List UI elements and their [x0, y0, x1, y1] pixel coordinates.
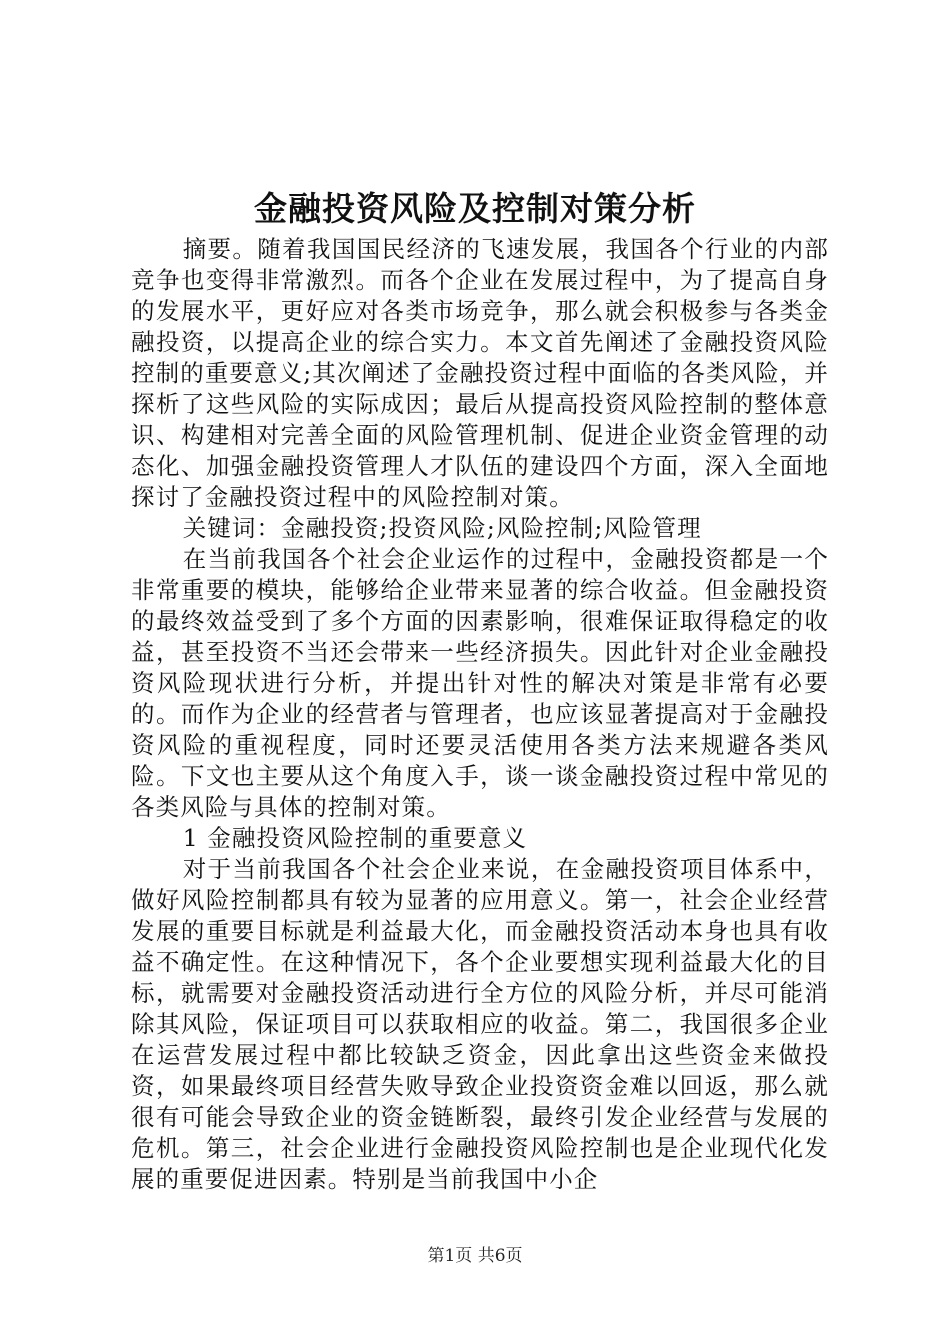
document-title: 金融投资风险及控制对策分析	[254, 189, 696, 228]
keywords-paragraph: 关键词：金融投资;投资风险;风险控制;风险管理	[182, 514, 702, 542]
abstract-paragraph: 摘要。随着我国国民经济的飞速发展，我国各个行业的内部竞争也变得非常激烈。而各个企业在发展过程中，为了提高自身的发展水平，更好应对各类市场竞争，那么就会积极参与各类金融投资，以提高企业的综合实力。本文首先阐述了金融投资风险控制的重要意义;其次阐述了金融投资过程中面临的各类风险，并探析了这些风险的实际成因；最后从提高投资风险控制的整体意识、构建相对完善全面的风险管理机制、促进企业资金管理的动态化、加强金融投资管理人才队伍的建设四个方面，深入全面地探讨了金融投资过程中的风险控制对策。	[131, 235, 829, 511]
section-heading: 1 金融投资风险控制的重要意义	[182, 824, 528, 852]
document-body	[131, 234, 829, 1195]
page-footer: 第1页 共6页	[427, 1246, 523, 1266]
section-paragraph: 对于当前我国各个社会企业来说，在金融投资项目体系中，做好风险控制都具有较为显著的应用意义。第一，社会企业经营发展的重要目标就是利益最大化，而金融投资活动本身也具有收益不确定性。在这种情况下，各个企业要想实现利益最大化的目标，就需要对金融投资活动进行全方位的风险分析，并尽可能消除其风险，保证项目可以获取相应的收益。第二，我国很多企业在运营发展过程中都比较缺乏资金，因此拿出这些资金来做投资，如果最终项目经营失败导致企业投资资金难以回返，那么就很有可能会导致企业的资金链断裂，最终引发企业经营与发展的危机。第三，社会企业进行金融投资风险控制也是企业现代化发展的重要促进因素。特别是当前我国中小企	[131, 855, 829, 1193]
intro-paragraph: 在当前我国各个社会企业运作的过程中，金融投资都是一个非常重要的模块，能够给企业带来显著的综合收益。但金融投资的最终效益受到了多个方面的因素影响，很难保证取得稳定的收益，甚至投资不当还会带来一些经济损失。因此针对企业金融投资风险现状进行分析，并提出针对性的解决对策是非常有必要的。而作为企业的经营者与管理者，也应该显著提高对于金融投资风险的重视程度，同时还要灵活使用各类方法来规避各类风险。下文也主要从这个角度入手，谈一谈金融投资过程中常见的各类风险与具体的控制对策。	[131, 545, 829, 821]
